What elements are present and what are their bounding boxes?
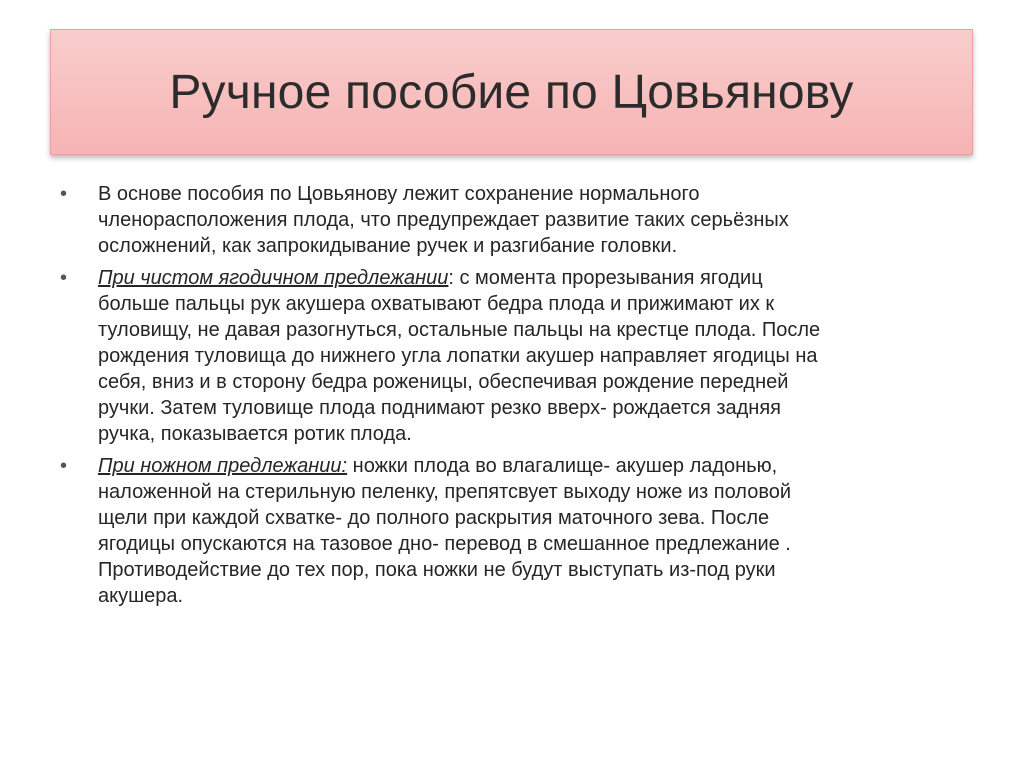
bullet-line: ручка, показывается ротик плода. [98,423,412,445]
slide-title: Ручное пособие по Цовьянову [169,65,854,119]
bullet-line: Противодействие до тех пор, пока ножки не будут выступать из-под руки [98,559,776,581]
bullet-line: В основе пособия по Цовьянову лежит сохранение нормального [98,183,700,205]
bullet-first-line-rest: ножки плода во влагалище- акушер ладонью, [347,455,778,477]
bullet-first-line-rest: : с момента прорезывания ягодиц [448,267,763,289]
bullet-line: рождения туловища до нижнего угла лопатки акушер направляет ягодицы на [98,345,818,367]
bullet-line: наложенной на стерильную пеленку, препятсвует выходу ноже из половой [98,481,792,503]
bullet-lead-term: При чистом ягодичном предлежании [98,267,449,289]
bullet-lead-term: При ножном предлежании: [98,455,348,477]
bullet-line: ручки. Затем туловище плода поднимают резко вверх- рождается задняя [98,397,781,419]
bullet-marker: • [60,455,68,477]
bullet-line: осложнений, как запрокидывание ручек и разгибание головки. [98,235,678,257]
bullet-item-3 [58,453,958,609]
bullet-item-1 [58,181,958,259]
title-banner [50,29,973,155]
bullet-line: членорасположения плода, что предупреждает развитие таких серьёзных [98,209,789,231]
bullet-first-line [98,453,958,479]
bullet-line: щели при каждой схватке- до полного раскрытия маточного зева. После [98,507,770,529]
bullet-marker: • [60,183,68,205]
bullet-marker: • [60,267,68,289]
bullet-line: ягодицы опускаются на тазовое дно- перевод в смешанное предлежание . [98,533,791,555]
bullet-first-line [98,265,958,291]
bullet-line: акушера. [98,585,184,607]
bullet-line: больше пальцы рук акушера охватывают бедра плода и прижимают их к [98,293,775,315]
bullet-list [58,181,958,615]
bullet-line: себя, вниз и в сторону бедра роженицы, обеспечивая рождение передней [98,371,789,393]
bullet-item-2 [58,265,958,447]
bullet-line: туловищу, не давая разогнуться, остальные пальцы на крестце плода. После [98,319,821,341]
